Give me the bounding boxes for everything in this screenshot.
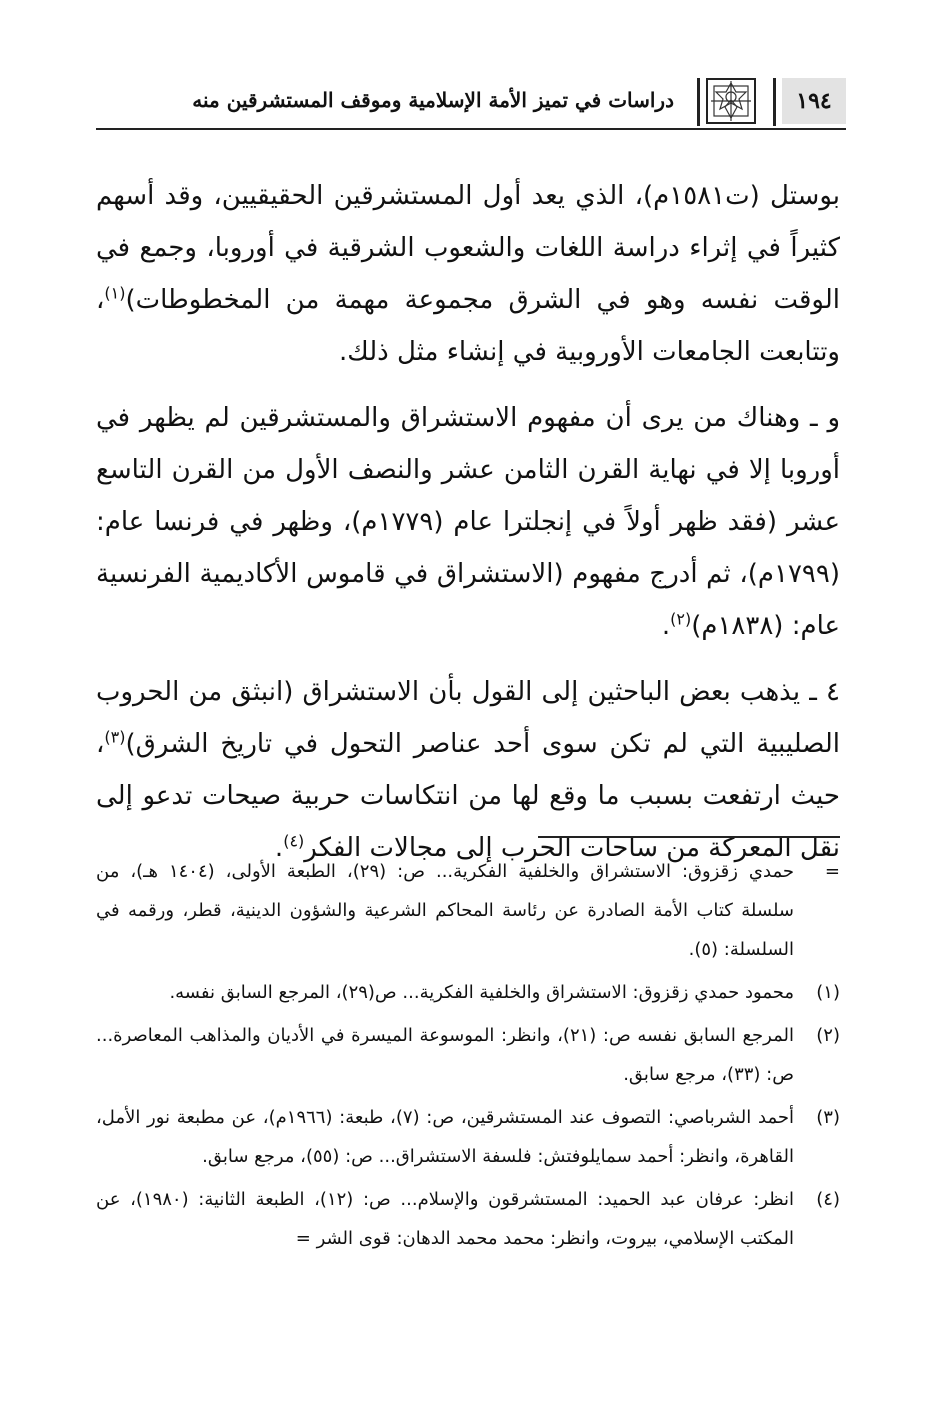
footnote-text: انظر: عرفان عبد الحميد: المستشرقون والإسلام... ص: (١٢)، الطبعة الثانية: (١٩٨٠)، عن المكتب الإسلامي، بيروت، وانظر: محمد محمد الدهان: قوى الشر = [96, 1189, 795, 1249]
footnotes [96, 852, 840, 1262]
footnote [96, 973, 840, 1012]
ornament-icon [706, 78, 756, 124]
page-header [96, 76, 846, 132]
footnote-marker: = [824, 861, 840, 882]
footnote-marker: (١) [816, 982, 840, 1003]
footnote-text: محمود حمدي زقزوق: الاستشراق والخلفية الفكرية... ص(٢٩)، المرجع السابق نفسه. [169, 982, 794, 1003]
paragraph-text: بوستل (ت١٥٨١م)، الذي يعد أول المستشرقين الحقيقيين، وقد أسهم كثيراً في إثراء دراسة اللغات والشعوب الشرقية في أوروبا، وجمع في الوقت نفسه وهو في الشرق مجموعة مهمة من المخطوطات) [96, 181, 840, 315]
paragraph [96, 392, 840, 652]
footnote [96, 1180, 840, 1258]
footnote-divider [538, 836, 840, 838]
footnote-reference: (٤) [283, 831, 305, 851]
footnote [96, 1016, 840, 1094]
paragraph-text: ، وتتابعت الجامعات الأوروبية في إنشاء مثل ذلك. [96, 285, 840, 367]
paragraph-text: ، حيث ارتفعت بسبب ما وقع لها من انتكاسات حربية صيحات تدعو إلى نقل المعركة من ساحات الحرب إلى مجالات الفكر [96, 729, 840, 863]
footnote-marker: (٤) [816, 1189, 840, 1210]
paragraph [96, 666, 840, 874]
page-number: ١٩٤ [782, 78, 846, 124]
footnote-reference: (١) [104, 283, 126, 303]
running-title: دراسات في تميز الأمة الإسلامية وموقف المستشرقين منه [192, 88, 674, 112]
footnote-text: المرجع السابق نفسه ص: (٢١)، وانظر: الموسوعة الميسرة في الأديان والمذاهب المعاصرة... ص: (٣٣)، مرجع سابق. [96, 1025, 794, 1085]
paragraph-text: و ـ وهناك من يرى أن مفهوم الاستشراق والمستشرقين لم يظهر في أوروبا إلا في نهاية القرن الثامن عشر والنصف الأول من القرن التاسع عشر (فقد ظهر أولاً في إنجلترا عام (١٧٧٩م)، وظهر في فرنسا عام: (١٧٩٩م)، ثم أدرج مفهوم (الاستشراق في قاموس الأكاديمية الفرنسية عام: (١٨٣٨م) [96, 403, 840, 641]
footnote-reference: (٢) [670, 609, 692, 629]
header-rule [96, 128, 846, 130]
footnote-marker: (٢) [816, 1025, 840, 1046]
footnote-text: أحمد الشرباصي: التصوف عند المستشرقين، ص: (٧)، طبعة: (١٩٦٦م)، عن مطبعة نور الأمل، القاهرة، وانظر: أحمد سمايلوفتش: فلسفة الاستشراق... ص: (٥٥)، مرجع سابق. [96, 1107, 794, 1167]
footnote [96, 1098, 840, 1176]
footnote [96, 852, 840, 969]
header-separator [697, 78, 700, 126]
paragraph-text: ٤ ـ يذهب بعض الباحثين إلى القول بأن الاستشراق (انبثق من الحروب الصليبية التي لم تكن سوى أحد عناصر التحول في تاريخ الشرق) [96, 677, 840, 759]
paragraph [96, 170, 840, 378]
footnote-marker: (٣) [816, 1107, 840, 1128]
header-separator [773, 78, 776, 126]
footnote-text: حمدي زقزوق: الاستشراق والخلفية الفكرية... ص: (٢٩)، الطبعة الأولى، (١٤٠٤ هـ)، من سلسلة كتاب الأمة الصادرة عن رئاسة المحاكم الشرعية والشؤون الدينية، قطر، ورقمه في السلسلة: (٥). [96, 861, 794, 960]
paragraph-text: . [661, 611, 671, 641]
main-text [96, 170, 840, 888]
footnote-reference: (٣) [104, 727, 126, 747]
paragraph-text: . [274, 833, 284, 863]
